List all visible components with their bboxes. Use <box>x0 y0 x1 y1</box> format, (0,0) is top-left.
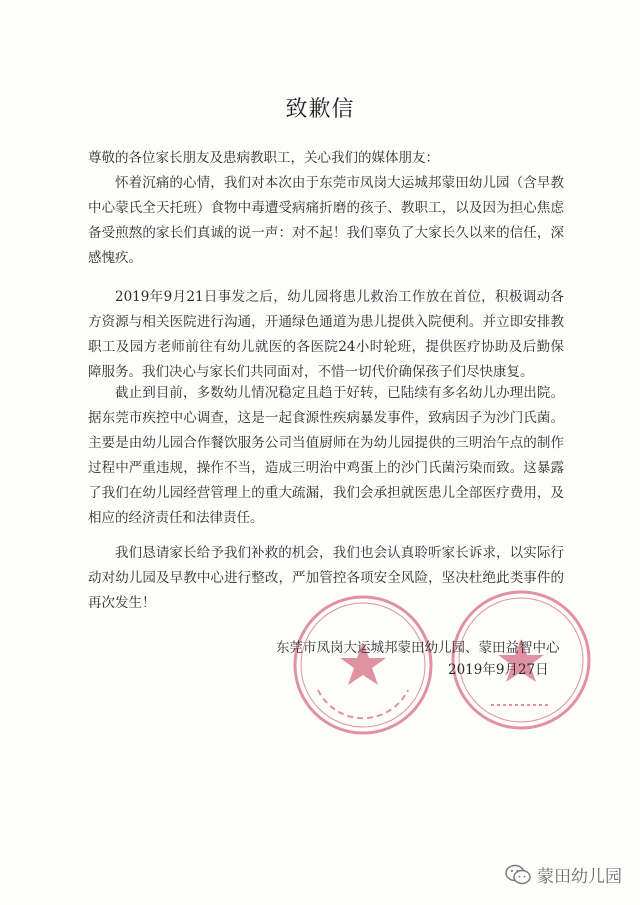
paragraph-apology: 怀着沉痛的心情，我们对本次由于东莞市凤岗大运城邦蒙田幼儿园（含早教中心蒙氏全天托班）食物中毒遭受病痛折磨的孩子、教职工，以及因为担心焦虑备受煎熬的家长们真诚的说一声：对不起！我们辜负了大家长久以来的信任，深感愧疚。 <box>88 175 564 266</box>
kindergarten-seal <box>288 590 438 740</box>
paragraph-commitment: 我们恳请家长给予我们补救的机会，我们也会认真聆听家长诉求，以实际行动对幼儿园及早教中心进行整改，严加管控各项安全风险，坚决杜绝此类事件的再次发生！ <box>88 545 564 611</box>
signature-date: 2019年9月27日 <box>448 662 549 678</box>
paragraph-response: 2019年9月21日事发之后，幼儿园将患儿救治工作放在首位，积极调动各方资源与相关医院进行沟通，开通绿色通道为患儿提供入院便利。并立即安排教职工及园方老师前往有幼儿就医的各医院24小时轮班，提供医疗协助及后勤保障服务。我们决心与家长们共同面对，不惜一切代价确保孩子们尽快康复。 <box>88 289 564 380</box>
letter-title: 致歉信 <box>285 97 355 122</box>
watermark-text: 蒙田幼儿园 <box>537 867 622 887</box>
paragraph-investigation: 截止到目前，多数幼儿情况稳定且趋于好转，已陆续有多名幼儿办理出院。据东莞市疾控中心调查，这是一起食源性疾病暴发事件，致病因子为沙门氏菌。主要是由幼儿园合作餐饮服务公司当值厨师在为幼儿园提供的三明治午点的制作过程中严重违规，操作不当，造成三明治中鸡蛋上的沙门氏菌污染而致。这暴露了我们在幼儿园经营管理上的重大疏漏，我们会承担就医患儿全部医疗费用，及相应的经济责任和法律责任。 <box>88 385 564 526</box>
wechat-watermark <box>505 862 622 887</box>
signature-organization: 东莞市凤岗大运城邦蒙田幼儿园、蒙田益智中心 <box>276 640 560 656</box>
letter-greeting: 尊敬的各位家长朋友及患病教职工，关心我们的媒体朋友： <box>88 150 439 166</box>
wechat-icon <box>505 864 531 886</box>
